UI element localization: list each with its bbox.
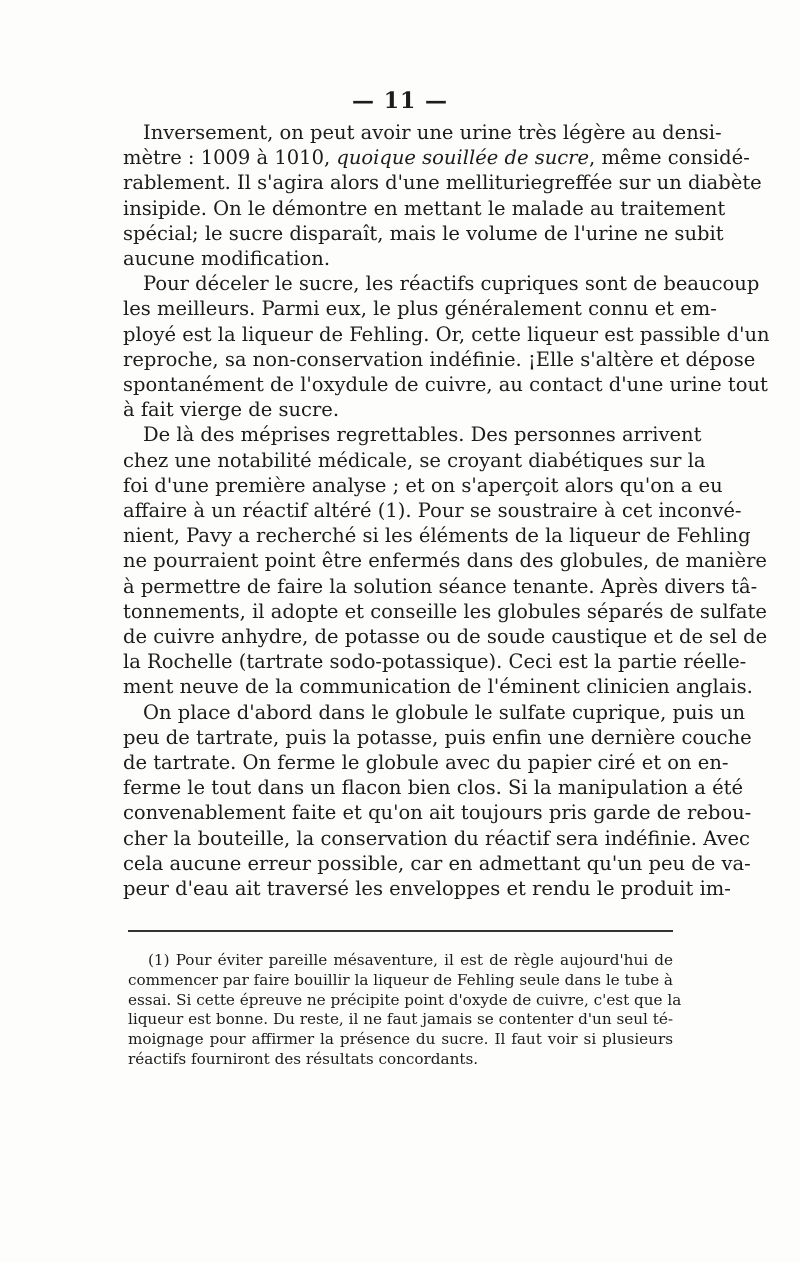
text-line: affaire à un réactif altéré (1). Pour se soustraire à cet inconvé- [123, 499, 742, 523]
text-line: aucune modification. [123, 247, 331, 271]
page-number: — 11 — [352, 88, 448, 114]
text-line: à permettre de faire la solution séance tenante. Après divers tâ- [123, 574, 758, 598]
paragraph-1 [123, 120, 762, 271]
text-line: tonnements, il adopte et conseille les globules séparés de sulfate [123, 599, 767, 623]
text-line: Inversement, on peut avoir une urine très légère au densi- [143, 121, 722, 144]
footnote-line: liqueur est bonne. Du reste, il ne faut jamais se contenter d'un seul té- [128, 1010, 673, 1029]
text-line: la Rochelle (tartrate sodo-potassique). Ceci est la partie réelle- [123, 650, 747, 674]
text-line: ne pourraient point être enfermés dans des globules, de manière [123, 549, 767, 573]
paragraph-4 [123, 700, 752, 902]
text-line: peu de tartrate, puis la potasse, puis enfin une dernière couche [123, 725, 752, 749]
text-line: foi d'une première analyse ; et on s'aperçoit alors qu'on a eu [123, 473, 723, 497]
footnote-line: réactifs fourniront des résultats concordants. [128, 1049, 479, 1068]
text-line: cher la bouteille, la conservation du réactif sera indéfinie. Avec [123, 826, 750, 850]
footnote-line: (1) Pour éviter pareille mésaventure, il est de règle aujourd'hui de [148, 951, 673, 969]
text-line: Pour déceler le sucre, les réactifs cupriques sont de beaucoup [143, 272, 760, 296]
text-line: reproche, sa non-conservation indéfinie. ¡Elle s'altère et dépose [123, 347, 756, 371]
text-line: ployé est la liqueur de Fehling. Or, cette liqueur est passible d'un [123, 322, 770, 346]
footnote-line: moignage pour affirmer la présence du sucre. Il faut voir si plusieurs [128, 1030, 673, 1049]
text-line: de cuivre anhydre, de potasse ou de soude caustique et de sel de [123, 625, 768, 649]
text-line: peur d'eau ait traversé les enveloppes et rendu le produit im- [123, 877, 731, 901]
text-line: spécial; le sucre disparaît, mais le volume de l'urine ne subit [123, 221, 724, 245]
text-line: ferme le tout dans un flacon bien clos. Si la manipulation a été [123, 776, 743, 800]
paragraph-2 [123, 271, 770, 422]
text-line: nient, Pavy a recherché si les éléments de la liqueur de Fehling [123, 524, 751, 548]
text-line: à fait vierge de sucre. [123, 398, 340, 422]
text-line: On place d'abord dans le globule le sulfate cuprique, puis un [143, 700, 746, 724]
text-line: rablement. Il s'agira alors d'une mellituriegreffée sur un diabète [123, 171, 762, 195]
text-line: cela aucune erreur possible, car en admettant qu'un peu de va- [123, 851, 751, 875]
text-line [123, 145, 750, 170]
text-line: chez une notabilité médicale, se croyant diabétiques sur la [123, 448, 706, 472]
footnote-separator [128, 930, 673, 932]
text-line: ment neuve de la communication de l'éminent clinicien anglais. [123, 675, 753, 699]
footnote-line: essai. Si cette épreuve ne précipite point d'oxyde de cuivre, c'est que la [128, 990, 682, 1009]
italic-phrase: quoique souillée de sucre [336, 146, 590, 170]
text-line: insipide. On le démontre en mettant le malade au traitement [123, 196, 726, 220]
text-line: convenablement faite et qu'on ait toujours pris garde de rebou- [123, 801, 752, 825]
text-fragment: mètre : 1009 à 1010, [123, 146, 337, 170]
text-line: de tartrate. On ferme le globule avec du papier ciré et on en- [123, 751, 729, 775]
text-line: De là des méprises regrettables. Des personnes arrivent [143, 423, 702, 447]
main-text [123, 120, 770, 901]
footnote [128, 951, 682, 1070]
paragraph-3 [123, 422, 768, 699]
text-line: les meilleurs. Parmi eux, le plus généralement connu et em- [123, 297, 717, 321]
footnote-line: commencer par faire bouillir la liqueur de Fehling seule dans le tube à [128, 970, 673, 989]
text-fragment: , même considé- [589, 146, 750, 170]
text-line: spontanément de l'oxydule de cuivre, au contact d'une urine tout [123, 373, 768, 397]
